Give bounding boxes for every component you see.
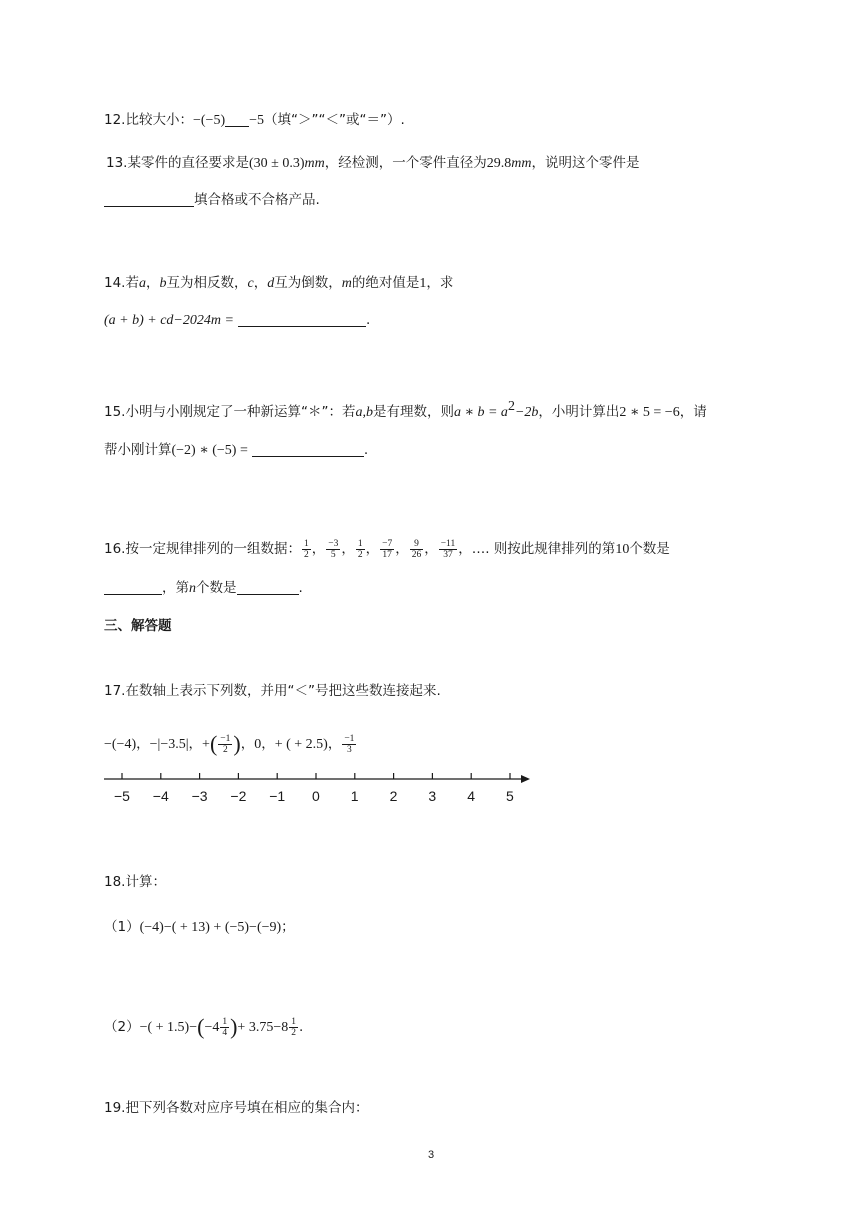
q16-mid2: ，第 — [162, 580, 189, 596]
q12-hint: （填“＞”“＜”或“＝”）. — [264, 112, 405, 128]
q14-text2: 互为倒数， — [274, 275, 342, 291]
q13-measured: 29.8 — [486, 156, 512, 171]
q18-mixed-whole: −4 — [204, 1020, 220, 1035]
q15-text3: ，请 — [679, 404, 707, 420]
number-line-tick-label: −1 — [269, 788, 286, 804]
q17-paren-open: ( — [209, 731, 218, 756]
q14-var-c: c — [247, 276, 254, 291]
q16-var-n: n — [189, 581, 196, 596]
question-16-line2 — [104, 578, 303, 599]
section-3-title: 三、解答题 — [104, 618, 172, 634]
q14-var-m: m — [341, 276, 352, 291]
question-14 — [104, 273, 453, 294]
q13-line2-text: 填合格或不合格产品. — [194, 192, 320, 208]
q18-paren-close: ) — [230, 1014, 238, 1039]
q14-end: . — [365, 312, 371, 328]
q12-expr-left: −(−5) — [192, 113, 226, 128]
q15-end: . — [363, 442, 369, 458]
q14-text4: ，求 — [426, 275, 454, 291]
q17-sep: ， — [240, 736, 255, 752]
q17-paren-close: ) — [233, 731, 241, 756]
q13-answer-blank[interactable] — [104, 192, 194, 207]
q17-sep: ， — [327, 736, 342, 752]
question-18: 18.计算： — [104, 874, 166, 890]
q15-def-left: a ∗ b = a — [453, 405, 508, 420]
q17-number-2: −|−3.5| — [149, 737, 189, 752]
q16-fraction-2: $\frac{-3}{5}$ — [328, 538, 339, 560]
q18-part1-end: ； — [281, 919, 295, 935]
q15-square: 2 — [507, 399, 515, 414]
q17-number-1: −(−4) — [104, 737, 137, 752]
q17-number-5: + ( + 2.5) — [274, 737, 328, 752]
question-17-numbers — [104, 730, 357, 759]
q16-sep: ， — [341, 541, 355, 557]
q14-comma1: ， — [145, 275, 160, 291]
number-line-tick-label: −2 — [230, 788, 247, 804]
q18-b-fraction: $\frac{1}{2}$ — [291, 1016, 296, 1038]
number-line-arrow-icon — [521, 775, 530, 783]
question-16 — [104, 537, 670, 562]
q16-fraction-3: $\frac{1}{2}$ — [357, 538, 363, 560]
q14-var-a: a — [138, 276, 146, 291]
question-18-part-1 — [104, 917, 295, 938]
q16-label: 16.按一定规律排列的一组数据： — [104, 541, 301, 557]
q18-mixed-fraction: $\frac{1}{4}$ — [222, 1016, 228, 1038]
number-line-tick-label: −5 — [114, 788, 130, 804]
q15-ask: (−2) ∗ (−5) = — [171, 443, 248, 458]
page-number: 3 — [428, 1149, 435, 1161]
q15-def-right: −2b — [514, 405, 539, 420]
number-line[interactable] — [98, 765, 538, 789]
question-15-line2 — [104, 440, 368, 461]
q14-label: 14.若 — [104, 275, 139, 291]
q12-label: 12.比较大小： — [104, 112, 193, 128]
q15-text2: ，小明计算出 — [538, 404, 620, 420]
q16-answer-blank-1[interactable] — [104, 580, 162, 595]
q17-number-4: 0 — [254, 737, 262, 752]
number-line-tick-label: 5 — [506, 788, 514, 804]
question-15 — [104, 399, 707, 423]
q18-part1-expression: (−4)−( + 13) + (−5)−(−9) — [139, 920, 282, 935]
q13-unit-2: mm — [511, 156, 532, 171]
q12-answer-blank[interactable] — [225, 112, 249, 127]
q16-fraction-1: $\frac{1}{2}$ — [303, 538, 309, 560]
q18-part2-label: （2） — [104, 1019, 140, 1035]
q18-part2-end: . — [298, 1019, 304, 1035]
question-14-line2 — [104, 310, 370, 331]
q16-fraction-4: $\frac{-7}{17}$ — [382, 538, 393, 560]
q16-text3: 个数是 — [196, 580, 237, 596]
question-17: 17.在数轴上表示下列数，并用“＜”号把这些数连接起来. — [104, 683, 441, 699]
q16-fraction-5: $\frac{9}{26}$ — [411, 538, 422, 560]
q17-sep: ， — [261, 736, 275, 752]
q14-text1: 互为相反数， — [166, 275, 248, 291]
q13-unit: mm — [304, 156, 325, 171]
q13-label: 13.某零件的直径要求是 — [106, 155, 249, 171]
q13-tail: ，说明这个零件是 — [531, 155, 640, 171]
q14-one: 1 — [419, 276, 427, 291]
q16-fraction-6: $\frac{-11}{37}$ — [440, 538, 456, 560]
question-18-part-2 — [104, 1012, 303, 1043]
q16-text2: 个数是 — [629, 541, 670, 557]
number-line-tick-label: 3 — [428, 788, 437, 804]
q14-answer-blank[interactable] — [238, 312, 366, 327]
q16-sep: ， — [424, 541, 438, 557]
q16-text1: 则按此规律排列的第 — [493, 541, 616, 557]
q14-text3: 的绝对值是 — [351, 275, 420, 291]
number-line-tick-label: 1 — [350, 788, 359, 804]
q17-number-3-fraction: $\frac{-1}{2}$ — [220, 733, 231, 755]
q14-var-b: b — [159, 276, 167, 291]
q17-number-3-sign: + — [202, 737, 210, 752]
q16-ten: 10 — [615, 542, 630, 557]
question-12 — [104, 110, 405, 131]
q17-number-6-fraction: $\frac{-1}{3}$ — [344, 733, 355, 755]
q18-part2-expr-a: −( + 1.5)− — [139, 1020, 198, 1035]
q15-line2-text: 帮小刚计算 — [104, 442, 172, 458]
q15-label: 15.小明与小刚规定了一种新运算“＊”：若 — [104, 404, 356, 420]
question-19: 19.把下列各数对应序号填在相应的集合内： — [104, 1100, 369, 1116]
q16-answer-blank-2[interactable] — [237, 580, 299, 595]
number-line-tick-label: −3 — [191, 788, 208, 804]
q18-part2-expr-b: + 3.75−8 — [237, 1020, 289, 1035]
q14-expression: (a + b) + cd−2024m = — [104, 313, 234, 328]
question-13 — [106, 153, 639, 174]
q16-sep: ， — [365, 541, 380, 557]
q16-end: . — [298, 580, 303, 596]
q18-part1-label: （1） — [104, 919, 140, 935]
q14-var-d: d — [267, 276, 275, 291]
q16-dots: ，…. — [458, 541, 490, 557]
q15-text1: 是有理数，则 — [372, 404, 454, 420]
q15-vars: a,b — [355, 405, 373, 420]
number-line-tick-label: 0 — [312, 788, 320, 804]
q16-sep: ， — [311, 541, 326, 557]
q16-sep: ， — [395, 541, 409, 557]
q15-answer-blank[interactable] — [252, 442, 364, 457]
number-line-tick-label: 4 — [467, 788, 475, 804]
q13-mid: ，经检测，一个零件直径为 — [324, 155, 487, 171]
q17-sep: ， — [136, 736, 150, 752]
q12-expr-right: −5 — [249, 113, 265, 128]
number-line-ticks — [122, 773, 510, 779]
q17-sep: ， — [188, 736, 203, 752]
q15-example: 2 ∗ 5 = −6 — [619, 405, 680, 420]
q18-paren-open: ( — [197, 1014, 205, 1039]
question-13-line2 — [104, 190, 320, 210]
q14-comma2: ， — [253, 275, 268, 291]
number-line-tick-label: 2 — [389, 788, 398, 804]
number-line-tick-label: −4 — [152, 788, 169, 804]
q13-spec: (30 ± 0.3) — [248, 156, 305, 171]
